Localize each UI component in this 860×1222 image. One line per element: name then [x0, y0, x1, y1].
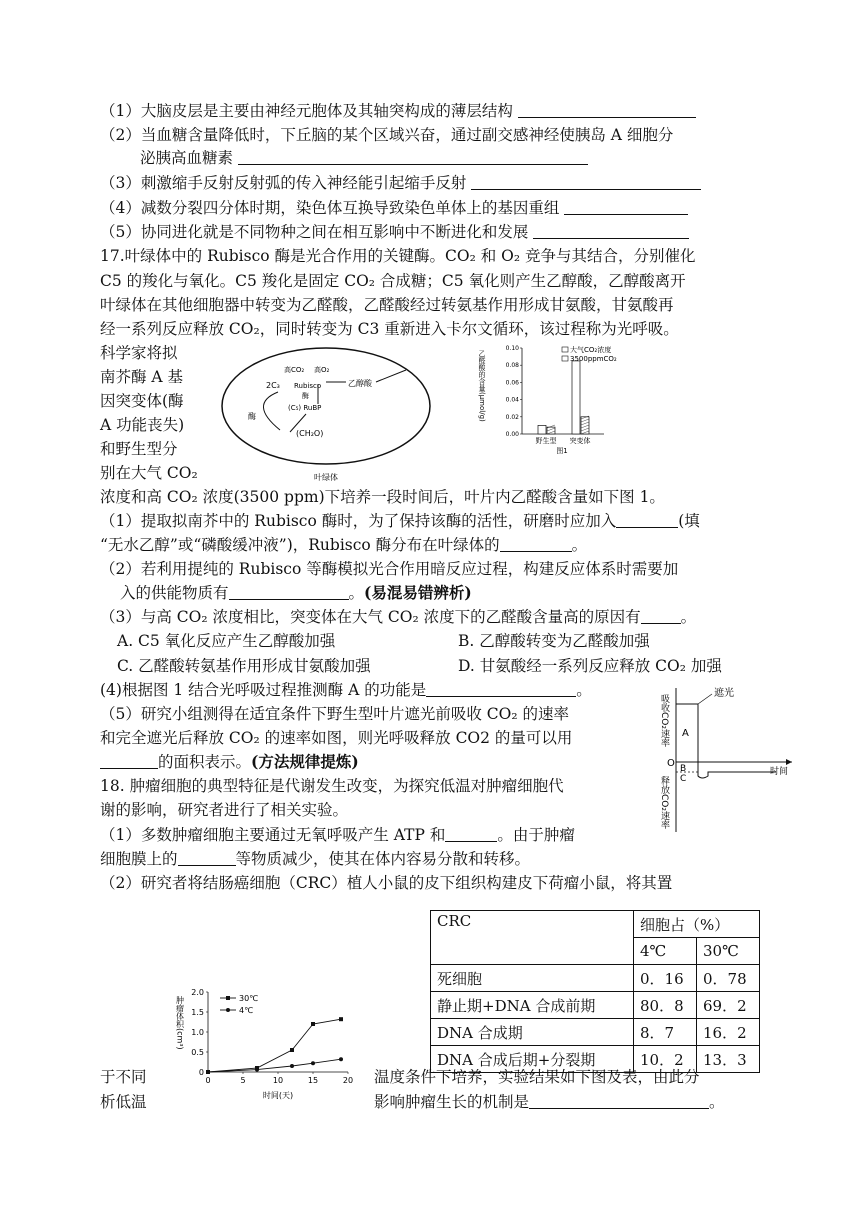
- q17-left-1: 科学家将拟: [100, 344, 178, 362]
- q17-q2: （2）若利用提纯的 Rubisco 等酶模拟光合作用暗反应过程，构建反应体系时需要加: [100, 560, 679, 578]
- fig2-area-b: B: [680, 764, 687, 774]
- bar: [538, 425, 546, 434]
- y-tick-label: 0.02: [505, 413, 519, 421]
- answer-blank[interactable]: [229, 583, 349, 600]
- x-tick-label: 突变体: [569, 437, 591, 445]
- y-tick-label: 1.5: [191, 1008, 204, 1017]
- y-tick-label: 2.0: [191, 988, 204, 997]
- bar: [572, 361, 580, 434]
- fig2-area-a: A: [682, 728, 689, 739]
- x-tick-label: 20: [342, 1076, 354, 1085]
- diagram-c5: (C₅) RuBP: [288, 404, 322, 412]
- fig2-xlabel: 时间: [770, 767, 789, 777]
- y-tick-label: 0.04: [505, 396, 519, 404]
- answer-blank[interactable]: [178, 849, 236, 866]
- legend-entry: 4℃: [239, 1006, 254, 1015]
- q17-left-4: A 功能丧失): [100, 416, 185, 434]
- fig2-co2-rate-graph: [652, 684, 802, 834]
- q18-q1-cont: 细胞膜上的 等物质减少，使其在体内容易分散和转移。: [100, 850, 531, 868]
- y-tick-label: 0: [198, 1068, 204, 1077]
- x-tick-label: 10: [272, 1076, 284, 1085]
- y-tick-label: 0.10: [505, 345, 519, 352]
- q17-left-6: 别在大气 CO₂: [100, 464, 198, 482]
- data-point: [206, 1070, 210, 1074]
- table-c30: 30℃: [697, 938, 760, 965]
- q18-q2: （2）研究者将结肠癌细胞（CRC）植人小鼠的皮下组织构建皮下荷瘤小鼠，将其置: [100, 874, 673, 892]
- legend-entry: 3500ppmCO₂: [570, 355, 617, 363]
- answer-blank[interactable]: [238, 148, 588, 165]
- data-point: [290, 1064, 294, 1068]
- data-point: [311, 1061, 315, 1065]
- q17-q1-cont: “无水乙醇”或“磷酸缓冲液”)，Rubisco 酶分布在叶绿体的 。: [100, 536, 588, 554]
- tf-item-2-cont: 泌胰高血糖素: [140, 147, 588, 169]
- answer-blank[interactable]: [564, 198, 688, 215]
- data-point: [339, 1017, 343, 1021]
- answer-blank[interactable]: [500, 535, 572, 552]
- tumor-volume-line-chart: [170, 980, 360, 1110]
- x-tick-label: 15: [307, 1076, 319, 1085]
- q18-left-2: 析低温: [100, 1093, 147, 1111]
- option-b[interactable]: B. 乙醇酸转变为乙醛酸加强: [458, 632, 650, 650]
- answer-blank[interactable]: [471, 173, 701, 190]
- legend-entry: 30℃: [239, 994, 259, 1003]
- legend-swatch: [562, 347, 568, 352]
- diagram-ch2o: (CH₂O): [296, 429, 324, 438]
- y-axis-label: 乙醛酸的含量(μmol/g): [478, 350, 486, 422]
- table-row: 静止期+DNA 合成前期 80．8 69．2: [431, 992, 760, 1019]
- table-col0: CRC: [431, 911, 634, 965]
- fig2-y-down: 释放CO₂速率: [659, 776, 669, 829]
- x-axis-label: 时间(天): [262, 1091, 294, 1100]
- diagram-enzyme: 酶: [248, 412, 256, 421]
- q18-q1: （1）多数肿瘤细胞主要通过无氧呼吸产生 ATP 和 。由于肿瘤: [100, 826, 575, 844]
- answer-blank[interactable]: [533, 222, 689, 239]
- q18-right-1: 温度条件下培养，实验结果如下图及表，由此分: [374, 1068, 700, 1086]
- y-tick-label: 1.0: [191, 1028, 204, 1037]
- tf-item-4: （4）减数分裂四分体时期，染色体互换导致染色单体上的基因重组: [100, 197, 688, 219]
- q17-q2-cont: 入的供能物质有 。(易混易错辨析): [120, 583, 472, 602]
- answer-blank[interactable]: [518, 101, 696, 118]
- diagram-hi-co2: 高CO₂: [284, 366, 305, 374]
- q17-intro-3: 叶绿体在其他细胞器中转变为乙醛酸，乙醛酸经过转氨基作用形成甘氨酸，甘氨酸再: [100, 296, 674, 314]
- diagram-2c3: 2C₃: [266, 381, 280, 390]
- q17-intro-2: C5 的羧化与氧化。C5 羧化是固定 CO₂ 合成糖；C5 氧化则产生乙醇酸，乙醇酸离开: [100, 272, 686, 290]
- table-row: 死细胞 0．16 0．78: [431, 965, 760, 992]
- series-line: [208, 1019, 341, 1072]
- table-row: DNA 合成期 8．7 16．2: [431, 1019, 760, 1046]
- table-c4: 4℃: [634, 938, 697, 965]
- option-c[interactable]: C. 乙醛酸转氨基作用形成甘氨酸加强: [117, 657, 371, 675]
- fig2-y-up: 吸收CO₂速率: [659, 694, 669, 747]
- q18-right-2: 影响肿瘤生长的机制是 。: [374, 1093, 725, 1111]
- data-point: [311, 1022, 315, 1026]
- chart-caption: 图1: [556, 447, 568, 455]
- diagram-rubisco: Rubisco: [294, 382, 322, 390]
- legend-entry: 大气CO₂浓度: [570, 346, 612, 354]
- legend-marker: [226, 996, 230, 1000]
- data-point: [339, 1057, 343, 1061]
- diagram-caption: 叶绿体: [314, 473, 338, 482]
- y-axis-label: 肿瘤体积(cm³): [175, 996, 185, 1050]
- q17-q4: (4)根据图 1 结合光呼吸过程推测酶 A 的功能是 。: [100, 681, 592, 699]
- q17-q3: （3）与高 CO₂ 浓度相比，突变体在大气 CO₂ 浓度下的乙醛酸含量高的原因有 。: [100, 608, 697, 626]
- option-a[interactable]: A. C5 氧化反应产生乙醇酸加强: [117, 632, 336, 650]
- tf-item-1: （1）大脑皮层是主要由神经元胞体及其轴突构成的薄层结构: [100, 100, 696, 122]
- y-tick-label: 0.06: [505, 379, 519, 387]
- table-head: 细胞占（%）: [634, 911, 760, 938]
- table-row: DNA 合成后期+分裂期 10．2 13．3: [431, 1046, 760, 1073]
- data-point: [255, 1068, 259, 1072]
- fig1-bar-chart: [470, 340, 670, 460]
- q17-q5: （5）研究小组测得在适宜条件下野生型叶片遮光前吸收 CO₂ 的速率: [100, 705, 569, 723]
- q17-q1: （1）提取拟南芥中的 Rubisco 酶时，为了保持该酶的活性，研磨时应加入 (填: [100, 512, 700, 530]
- diagram-hi-o2: 高O₂: [314, 366, 330, 374]
- q17-q5-cont: 和完全遮光后释放 CO₂ 的速率如图，则光呼吸释放 CO2 的量可以用: [100, 729, 573, 747]
- option-d[interactable]: D. 甘氨酸经一系列反应释放 CO₂ 加强: [458, 657, 722, 675]
- x-tick-label: 5: [240, 1076, 246, 1085]
- q17-cont: 浓度和高 CO₂ 浓度(3500 ppm)下培养一段时间后，叶片内乙醛酸含量如下图 1。: [100, 488, 665, 506]
- tf-item-5: （5）协同进化就是不同物种之间在相互影响中不断进化和发展: [100, 221, 689, 243]
- crc-table: [430, 910, 760, 1073]
- chloroplast-diagram: [218, 344, 438, 482]
- fig2-area-c: C: [680, 774, 687, 784]
- y-tick-label: 0.5: [191, 1048, 204, 1057]
- q18-intro-2: 谢的影响，研究者进行了相关实验。: [100, 801, 349, 819]
- y-tick-label: 0.00: [505, 431, 519, 438]
- answer-blank[interactable]: [426, 680, 576, 697]
- q17-intro-4: 经一系列反应释放 CO₂，同时转变为 C3 重新进入卡尔文循环，该过程称为光呼吸。: [100, 320, 679, 338]
- answer-blank[interactable]: [529, 1092, 709, 1109]
- answer-blank[interactable]: [641, 607, 681, 624]
- y-tick-label: 0.08: [505, 362, 519, 370]
- tf-item-2: （2）当血糖含量降低时，下丘脑的某个区域兴奋，通过副交感神经使胰岛 A 细胞分: [100, 126, 674, 144]
- q17-q5-end: 的面积表示。(方法规律提炼): [100, 751, 359, 773]
- answer-blank[interactable]: [616, 511, 678, 528]
- q17-left-3: 因突变体(酶: [100, 392, 184, 410]
- answer-blank[interactable]: [445, 825, 497, 842]
- x-tick-label: 0: [205, 1076, 211, 1085]
- legend-marker: [226, 1008, 230, 1012]
- tf-item-3: （3）刺激缩手反射反射弧的传入神经能引起缩手反射: [100, 172, 701, 194]
- q17-intro-1: 17.叶绿体中的 Rubisco 酶是光合作用的关键酶。CO₂ 和 O₂ 竞争与其结合，分别催化: [100, 247, 696, 265]
- data-point: [290, 1048, 294, 1052]
- diagram-acid: 乙醇酸: [348, 379, 372, 388]
- x-tick-label: 野生型: [535, 437, 557, 445]
- q18-intro-1: 18. 肿瘤细胞的典型特征是代谢发生改变，为探究低温对肿瘤细胞代: [100, 777, 564, 795]
- fig2-shade-label: 遮光: [714, 688, 734, 699]
- legend-swatch: [562, 356, 568, 361]
- q17-left-5: 和野生型分: [100, 440, 178, 458]
- answer-blank[interactable]: [100, 752, 158, 769]
- q17-left-2: 南芥酶 A 基: [100, 368, 184, 386]
- q18-left-1: 于不同: [100, 1068, 147, 1086]
- diagram-enz: 酶: [302, 392, 309, 400]
- fig2-origin: O: [667, 758, 675, 769]
